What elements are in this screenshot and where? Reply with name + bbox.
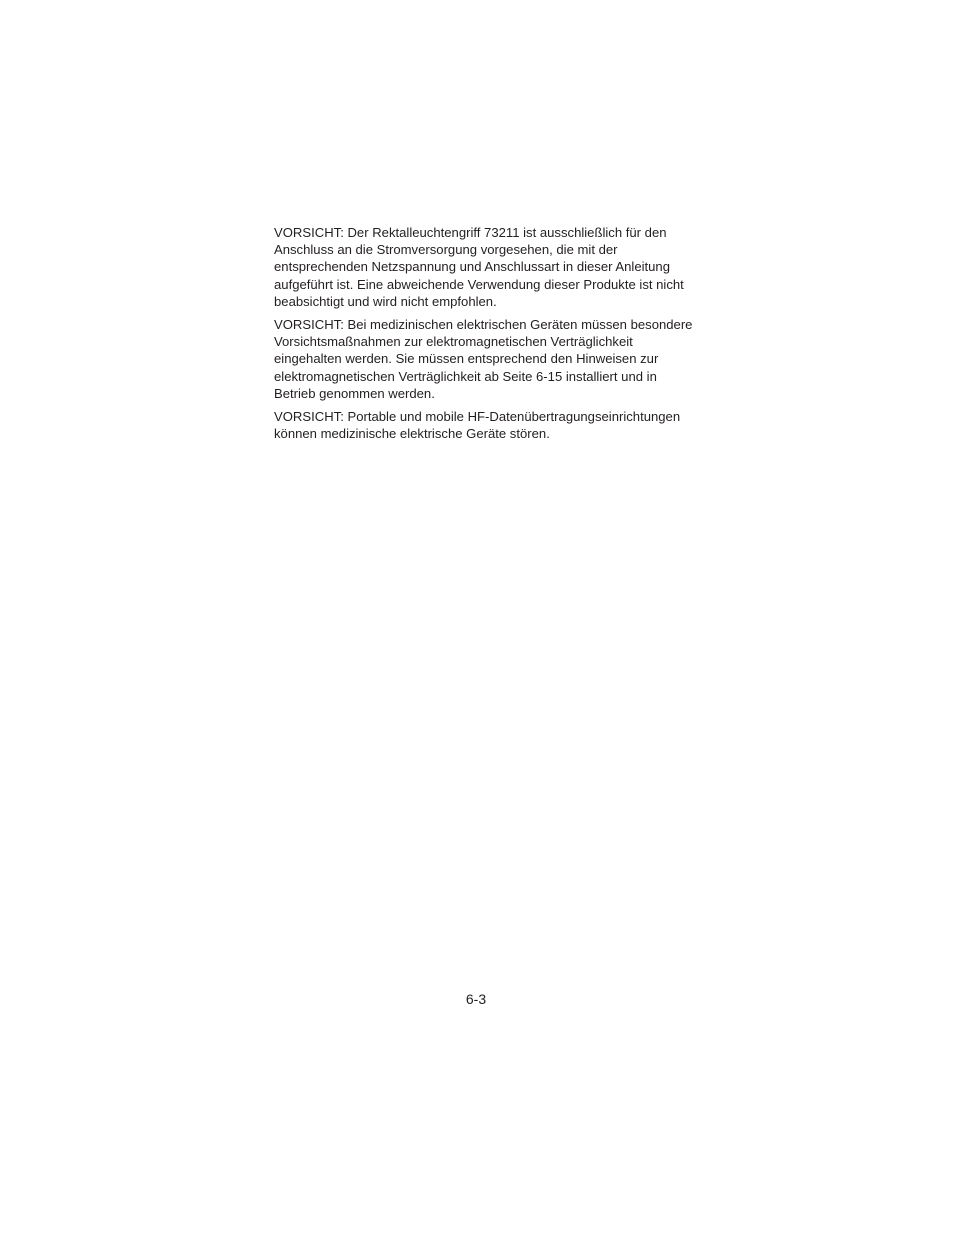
- text-line: VORSICHT: Portable und mobile HF-Datenübertragungseinrichtungen: [274, 409, 681, 425]
- text-line: entsprechenden Netzspannung und Anschlussart in dieser Anleitung: [274, 259, 670, 275]
- text-line: elektromagnetischen Verträglichkeit ab Seite 6-15 installiert und in: [274, 368, 657, 384]
- text-line: Vorsichtsmaßnahmen zur elektromagnetischen Verträglichkeit: [274, 334, 633, 350]
- text-line: VORSICHT: Bei medizinischen elektrischen Geräten müssen besondere: [274, 317, 693, 333]
- page-number: 6-3: [465, 991, 487, 1007]
- text-line: Betrieb genommen werden.: [274, 385, 435, 401]
- text-line: aufgeführt ist. Eine abweichende Verwendung dieser Produkte ist nicht: [274, 276, 684, 292]
- caution-text-block: [274, 224, 726, 448]
- text-line: VORSICHT: Der Rektalleuchtengriff 73211 ist ausschließlich für den: [274, 225, 667, 240]
- text-line: können medizinische elektrische Geräte stören.: [274, 426, 550, 442]
- text-line: beabsichtigt und wird nicht empfohlen.: [274, 293, 497, 309]
- caution-paragraph-emc: [274, 316, 726, 402]
- caution-paragraph-power-supply: [274, 224, 726, 310]
- text-line: eingehalten werden. Sie müssen entsprechend den Hinweisen zur: [274, 351, 659, 367]
- caution-paragraph-rf-devices: [274, 408, 726, 442]
- text-line: Anschluss an die Stromversorgung vorgesehen, die mit der: [274, 242, 618, 258]
